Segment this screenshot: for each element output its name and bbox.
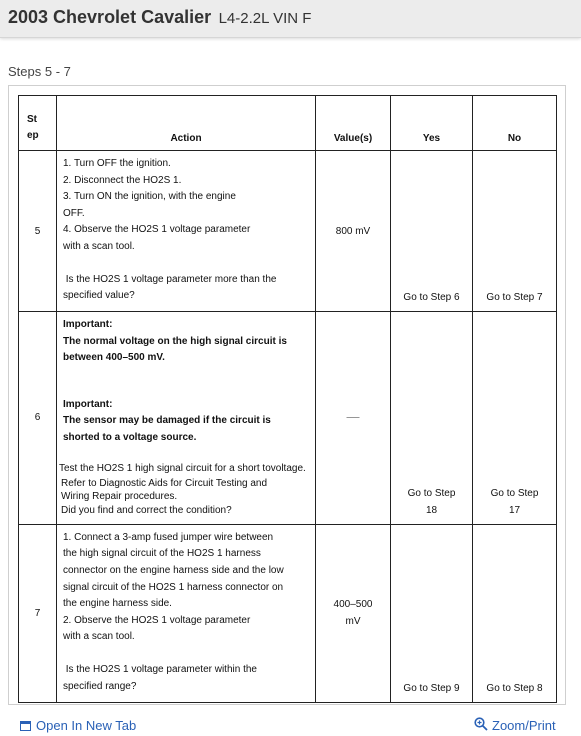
open-tab-icon — [20, 721, 31, 731]
yes-cell: Go to Step 9 — [391, 524, 473, 702]
action-line: signal circuit of the HO2S 1 harness connector on — [63, 581, 284, 593]
action-line: 4. Observe the HO2S 1 voltage parameter — [63, 224, 251, 236]
question-line: specified value? — [63, 290, 135, 302]
action-line: with a scan tool. — [63, 631, 135, 643]
question-line: Is the HO2S 1 voltage parameter within the — [63, 663, 257, 675]
question-line: Did you find and correct the condition? — [61, 505, 232, 517]
important-text: The normal voltage on the high signal circuit is — [63, 335, 287, 347]
no-cell: Go to Step 17 — [473, 312, 557, 525]
page-header — [0, 0, 581, 38]
no-cell: Go to Step 8 — [473, 524, 557, 702]
action-line: 2. Disconnect the HO2S 1. — [63, 174, 182, 186]
value-cell: 800 mV — [316, 151, 391, 312]
value-cell: 400–500 mV — [316, 524, 391, 702]
action-cell — [57, 151, 316, 312]
action-line: 3. Turn ON the ignition, with the engine — [63, 191, 236, 203]
table-row-step-5 — [19, 151, 557, 312]
no-cell: Go to Step 7 — [473, 151, 557, 312]
test-line: Wiring Repair procedures. — [61, 491, 178, 503]
action-line: 1. Connect a 3-amp fused jumper wire between — [63, 531, 274, 543]
steps-label: Steps 5 - 7 — [8, 64, 71, 79]
test-line: Test the HO2S 1 high signal circuit for a short tovoltage. — [59, 462, 306, 474]
step-number: 6 — [19, 312, 57, 525]
header-step: St ep — [19, 96, 57, 151]
table-header-row — [19, 96, 557, 151]
important-title: Important: — [63, 319, 113, 330]
important-text: The sensor may be damaged if the circuit is — [63, 415, 271, 427]
important-text: between 400–500 mV. — [63, 352, 165, 364]
action-line: with a scan tool. — [63, 240, 135, 252]
action-line: OFF. — [63, 207, 85, 219]
action-line: 2. Observe the HO2S 1 voltage parameter — [63, 614, 251, 626]
question-line: specified range? — [63, 680, 137, 692]
step-number: 5 — [19, 151, 57, 312]
action-line: connector on the engine harness side and the low — [63, 564, 284, 576]
header-action: Action — [57, 96, 316, 151]
header-no: No — [473, 96, 557, 151]
test-line: Refer to Diagnostic Aids for Circuit Testing and — [61, 478, 268, 490]
engine-spec: L4-2.2L VIN F — [218, 10, 312, 27]
table-row-step-6 — [19, 312, 557, 525]
table-row-step-7 — [19, 524, 557, 702]
action-line: the engine harness side. — [63, 598, 172, 610]
action-line: 1. Turn OFF the ignition. — [63, 158, 171, 169]
action-line: the high signal circuit of the HO2S 1 harness — [63, 548, 261, 560]
step-number: 7 — [19, 524, 57, 702]
header-yes: Yes — [391, 96, 473, 151]
zoom-icon — [474, 717, 488, 731]
open-new-tab-link[interactable]: Open In New Tab — [20, 716, 136, 736]
important-text: shorted to a voltage source. — [63, 431, 197, 443]
yes-cell: Go to Step 6 — [391, 151, 473, 312]
zoom-print-link[interactable]: Zoom/Print — [474, 716, 556, 736]
action-cell — [57, 312, 316, 525]
header-values: Value(s) — [316, 96, 391, 151]
value-cell: — — [316, 312, 391, 525]
question-line: Is the HO2S 1 voltage parameter more than the — [63, 273, 277, 285]
vehicle-title: 2003 Chevrolet Cavalier — [8, 7, 212, 27]
important-title: Important: — [63, 398, 113, 410]
diagnostic-table — [18, 95, 557, 703]
action-cell — [57, 524, 316, 702]
yes-cell: Go to Step 18 — [391, 312, 473, 525]
